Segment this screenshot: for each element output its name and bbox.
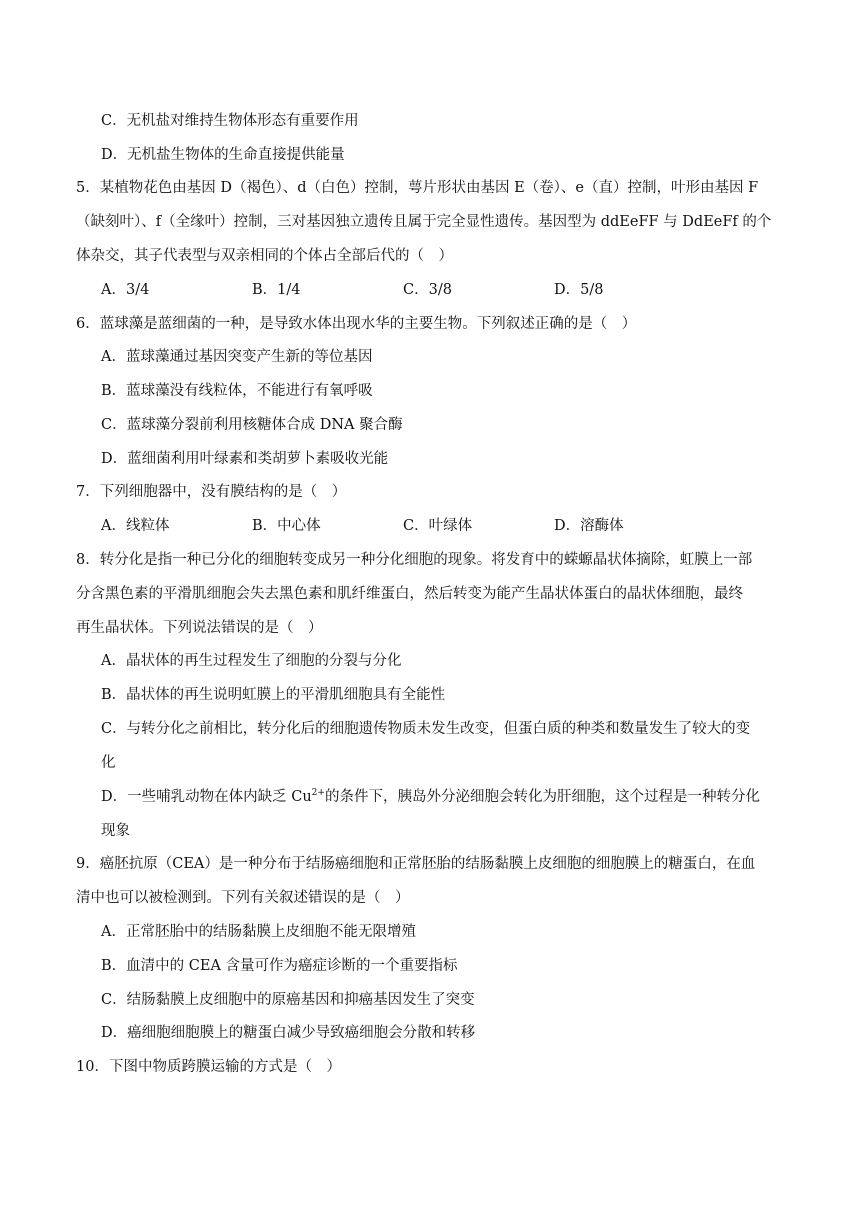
q8-stem-line-1: 8．转分化是指一种已分化的细胞转变成另一种分化细胞的现象。将发育中的蝾螈晶状体摘除，虹膜上一部 [76,552,753,568]
q7-option-c: C．叶绿体 [403,518,473,534]
q6-stem: 6．蓝球藻是蓝细菌的一种，是导致水体出现水华的主要生物。下列叙述正确的是（ ） [76,316,637,332]
charge-superscript: 2+ [311,788,325,799]
q7-option-a: A．线粒体 [101,518,170,534]
q8-option-c-line-1: C．与转分化之前相比，转分化后的细胞遗传物质未发生改变，但蛋白质的种类和数量发生了较大的变 [101,721,751,737]
q9-option-a: A．正常胚胎中的结肠黏膜上皮细胞不能无限增殖 [101,924,416,940]
q9-stem-line-1: 9．癌胚抗原（CEA）是一种分布于结肠癌细胞和正常胚胎的结肠黏膜上皮细胞的细胞膜上的糖蛋白，在血 [76,856,756,872]
q6-option-c: C．蓝球藻分裂前利用核糖体合成 DNA 聚合酶 [101,417,403,433]
q9-option-d: D．癌细胞细胞膜上的糖蛋白减少导致癌细胞会分散和转移 [101,1025,476,1041]
q7-stem: 7．下列细胞器中，没有膜结构的是（ ） [76,484,347,500]
q5-option-a: A．3/4 [101,282,150,298]
q5-option-d: D．5/8 [554,282,604,298]
q8-option-d-line-2: 现象 [101,823,130,839]
q7-options-row [101,516,705,536]
q7-option-b: B．中心体 [252,518,321,534]
q8-option-d-line-1 [101,787,760,807]
q7-option-d: D．溶酶体 [554,518,624,534]
q9-option-c: C．结肠黏膜上皮细胞中的原癌基因和抑癌基因发生了突变 [101,992,475,1008]
q5-stem-line-2: （缺刻叶）、f（全缘叶）控制，三对基因独立遗传且属于完全显性遗传。基因型为 ddEeFF 与 DdEeFf 的个 [76,214,772,230]
q9-option-b: B．血清中的 CEA 含量可作为癌症诊断的一个重要指标 [101,958,458,974]
q6-option-d: D．蓝细菌利用叶绿素和类胡萝卜素吸收光能 [101,451,389,467]
q6-option-a: A．蓝球藻通过基因突变产生新的等位基因 [101,349,373,365]
q8-stem-line-2: 分含黑色素的平滑肌细胞会失去黑色素和肌纤维蛋白，然后转变为能产生晶状体蛋白的晶状体细胞，最终 [76,586,743,602]
q5-option-c: C．3/8 [403,282,452,298]
q5-options-row [101,280,705,300]
q5-stem-line-3: 体杂交，其子代表型与双亲相同的个体占全部后代的（ ） [76,248,453,264]
q8-stem-line-3: 再生晶状体。下列说法错误的是（ ） [76,620,323,636]
q10-stem: 10．下图中物质跨膜运输的方式是（ ） [76,1059,341,1075]
q6-option-b: B．蓝球藻没有线粒体，不能进行有氧呼吸 [101,383,373,399]
q8-option-c-line-2: 化 [101,755,116,771]
q5-option-b: B．1/4 [252,282,301,298]
q4-option-d: D．无机盐生物体的生命直接提供能量 [101,147,345,163]
q8-option-d-text-post: 的条件下，胰岛外分泌细胞会转化为肝细胞，这个过程是一种转分化 [324,789,760,805]
q8-option-a: A．晶状体的再生过程发生了细胞的分裂与分化 [101,653,402,669]
q4-option-c: C．无机盐对维持生物体形态有重要作用 [101,113,359,129]
q8-option-b: B．晶状体的再生说明虹膜上的平滑肌细胞具有全能性 [101,687,446,703]
q9-stem-line-2: 清中也可以被检测到。下列有关叙述错误的是（ ） [76,890,410,906]
q5-stem-line-1: 5．某植物花色由基因 D（褐色）、d（白色）控制，萼片形状由基因 E（卷）、e（直）控制，叶形由基因 F [76,180,759,196]
q8-option-d-text-pre: D．一些哺乳动物在体内缺乏 Cu [101,789,312,805]
